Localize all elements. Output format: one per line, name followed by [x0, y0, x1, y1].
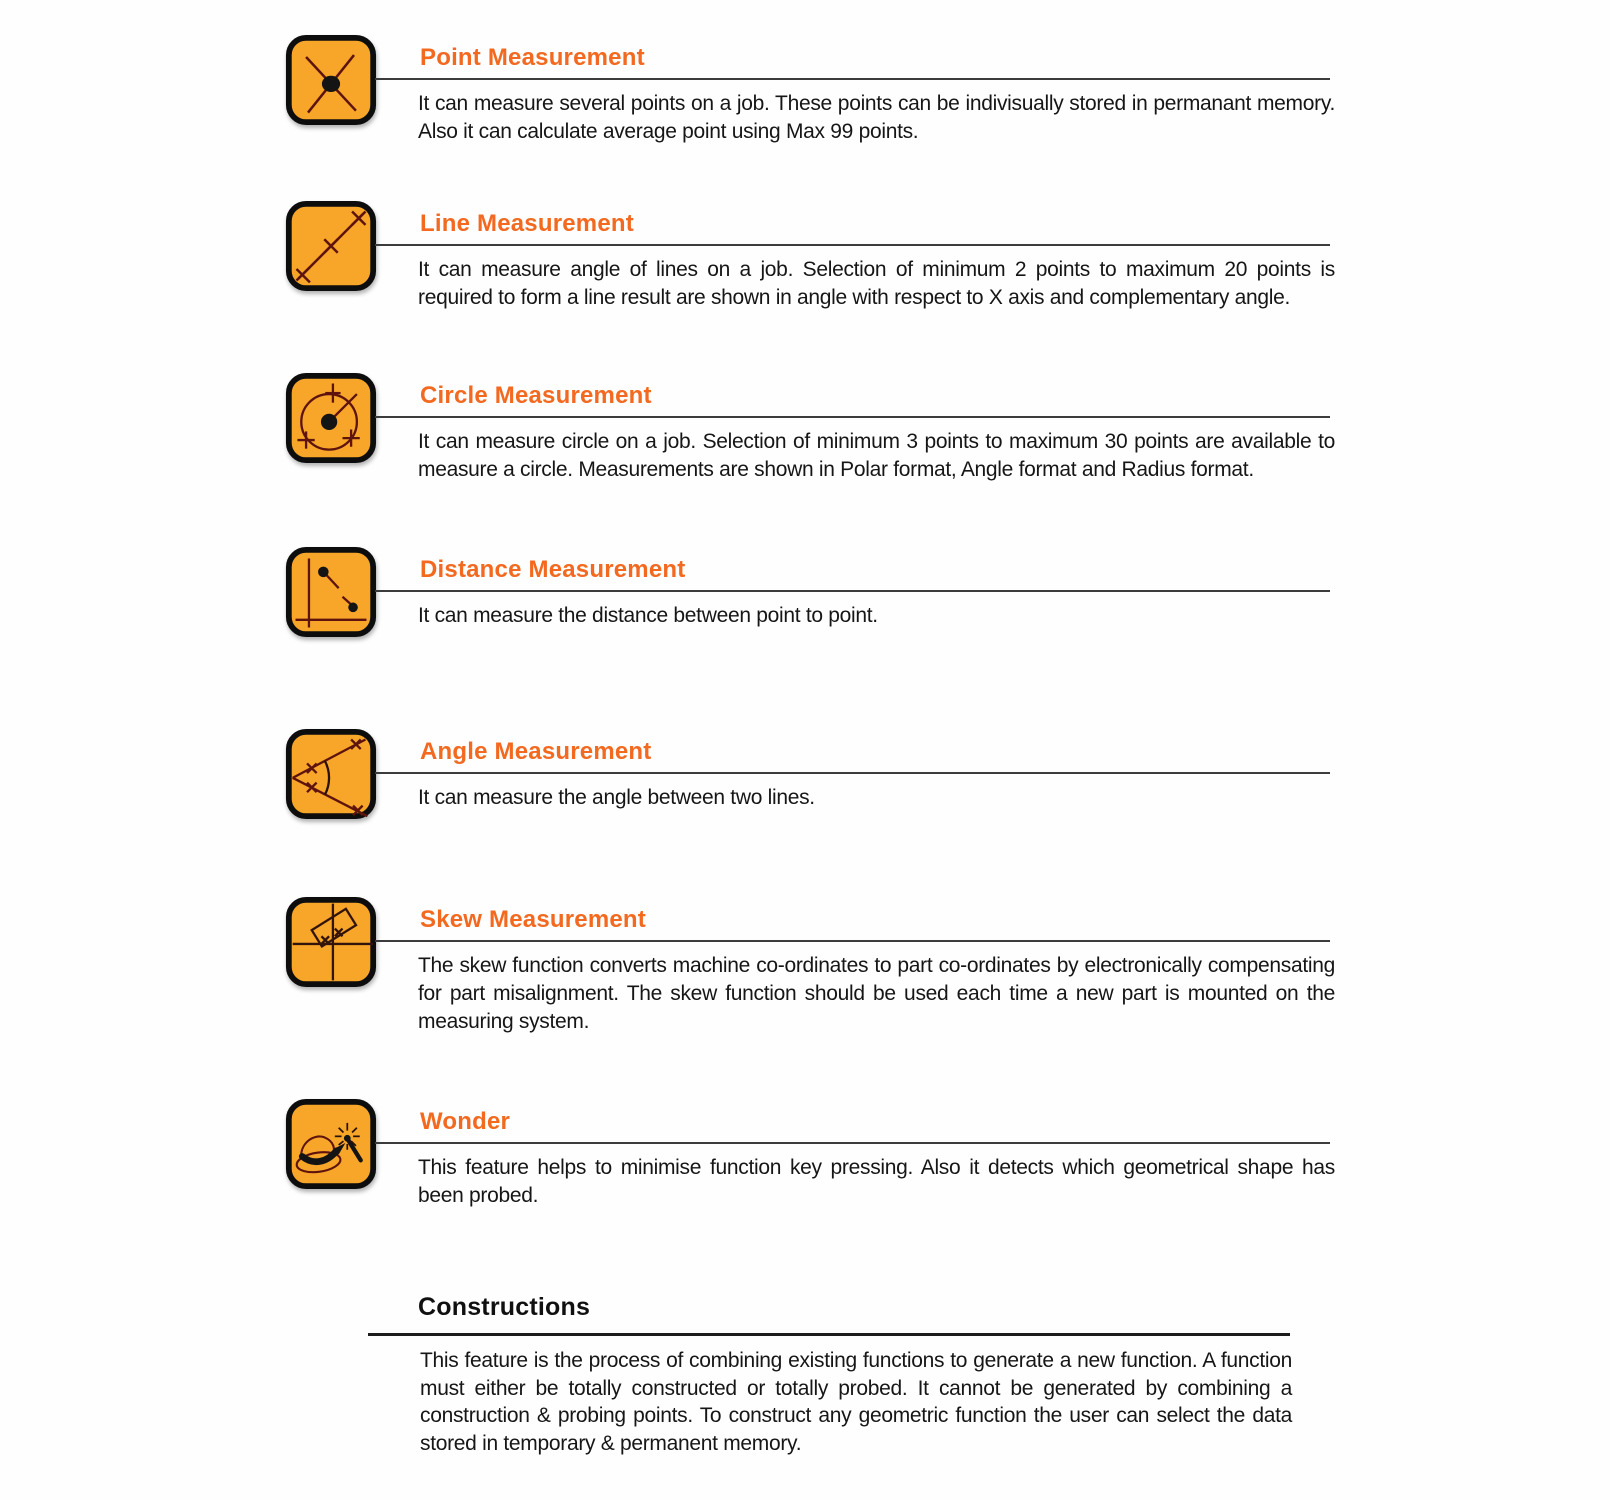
divider	[375, 416, 1330, 418]
point-measurement-icon	[285, 33, 377, 127]
section-constructions	[285, 1293, 1335, 1483]
divider	[375, 590, 1330, 592]
skew-measurement-icon	[285, 895, 377, 989]
divider	[375, 1142, 1330, 1144]
section-title: Line Measurement	[420, 210, 634, 237]
section-line-measurement	[285, 199, 1335, 359]
section-title: Distance Measurement	[420, 556, 686, 583]
line-measurement-icon	[285, 199, 377, 293]
section-description: It can measure the distance between point to point.	[418, 604, 878, 627]
section-description: The skew function converts machine co-ordinates to part co-ordinates by electronically compensating for part misalignment. The skew function should be used each time a new part is mounted on the measuring system.	[418, 954, 1335, 1033]
section-title: Circle Measurement	[420, 382, 652, 409]
angle-measurement-icon	[285, 727, 377, 821]
section-circle-measurement	[285, 371, 1335, 531]
section-wonder	[285, 1097, 1335, 1257]
divider	[375, 772, 1330, 774]
divider	[375, 940, 1330, 942]
constructions-title: Constructions	[418, 1293, 591, 1321]
section-description: This feature helps to minimise function key pressing. Also it detects which geometrical shape has been probed.	[418, 1156, 1335, 1207]
section-angle-measurement	[285, 727, 1335, 887]
section-skew-measurement	[285, 895, 1335, 1055]
distance-measurement-icon	[285, 545, 377, 639]
divider	[368, 1333, 1290, 1336]
divider	[375, 78, 1330, 80]
section-description: It can measure circle on a job. Selection of minimum 3 points to maximum 30 points are available to measure a circle. Measurements are shown in Polar format, Angle format and Radius format.	[418, 430, 1335, 481]
section-title: Skew Measurement	[420, 906, 646, 933]
section-description: It can measure several points on a job. These points can be indivisually stored in permanant memory. Also it can calculate average point using Max 99 points.	[418, 92, 1335, 143]
section-description: It can measure the angle between two lines.	[418, 786, 815, 809]
section-title: Point Measurement	[420, 44, 645, 71]
section-description: It can measure angle of lines on a job. Selection of minimum 2 points to maximum 20 points is required to form a line result are shown in angle with respect to X axis and complementary angle.	[418, 258, 1335, 309]
section-title: Angle Measurement	[420, 738, 652, 765]
section-distance-measurement	[285, 545, 1335, 705]
section-point-measurement	[285, 33, 1335, 193]
constructions-description: This feature is the process of combining existing functions to generate a new function. A function must either be totally constructed or totally probed. It cannot be generated by combining a construction & probing points. To construct any geometric function the user can select the data stored in temporary & permanent memory.	[420, 1349, 1292, 1455]
wonder-icon	[285, 1097, 377, 1191]
circle-measurement-icon	[285, 371, 377, 465]
section-title: Wonder	[420, 1108, 511, 1135]
divider	[375, 244, 1330, 246]
